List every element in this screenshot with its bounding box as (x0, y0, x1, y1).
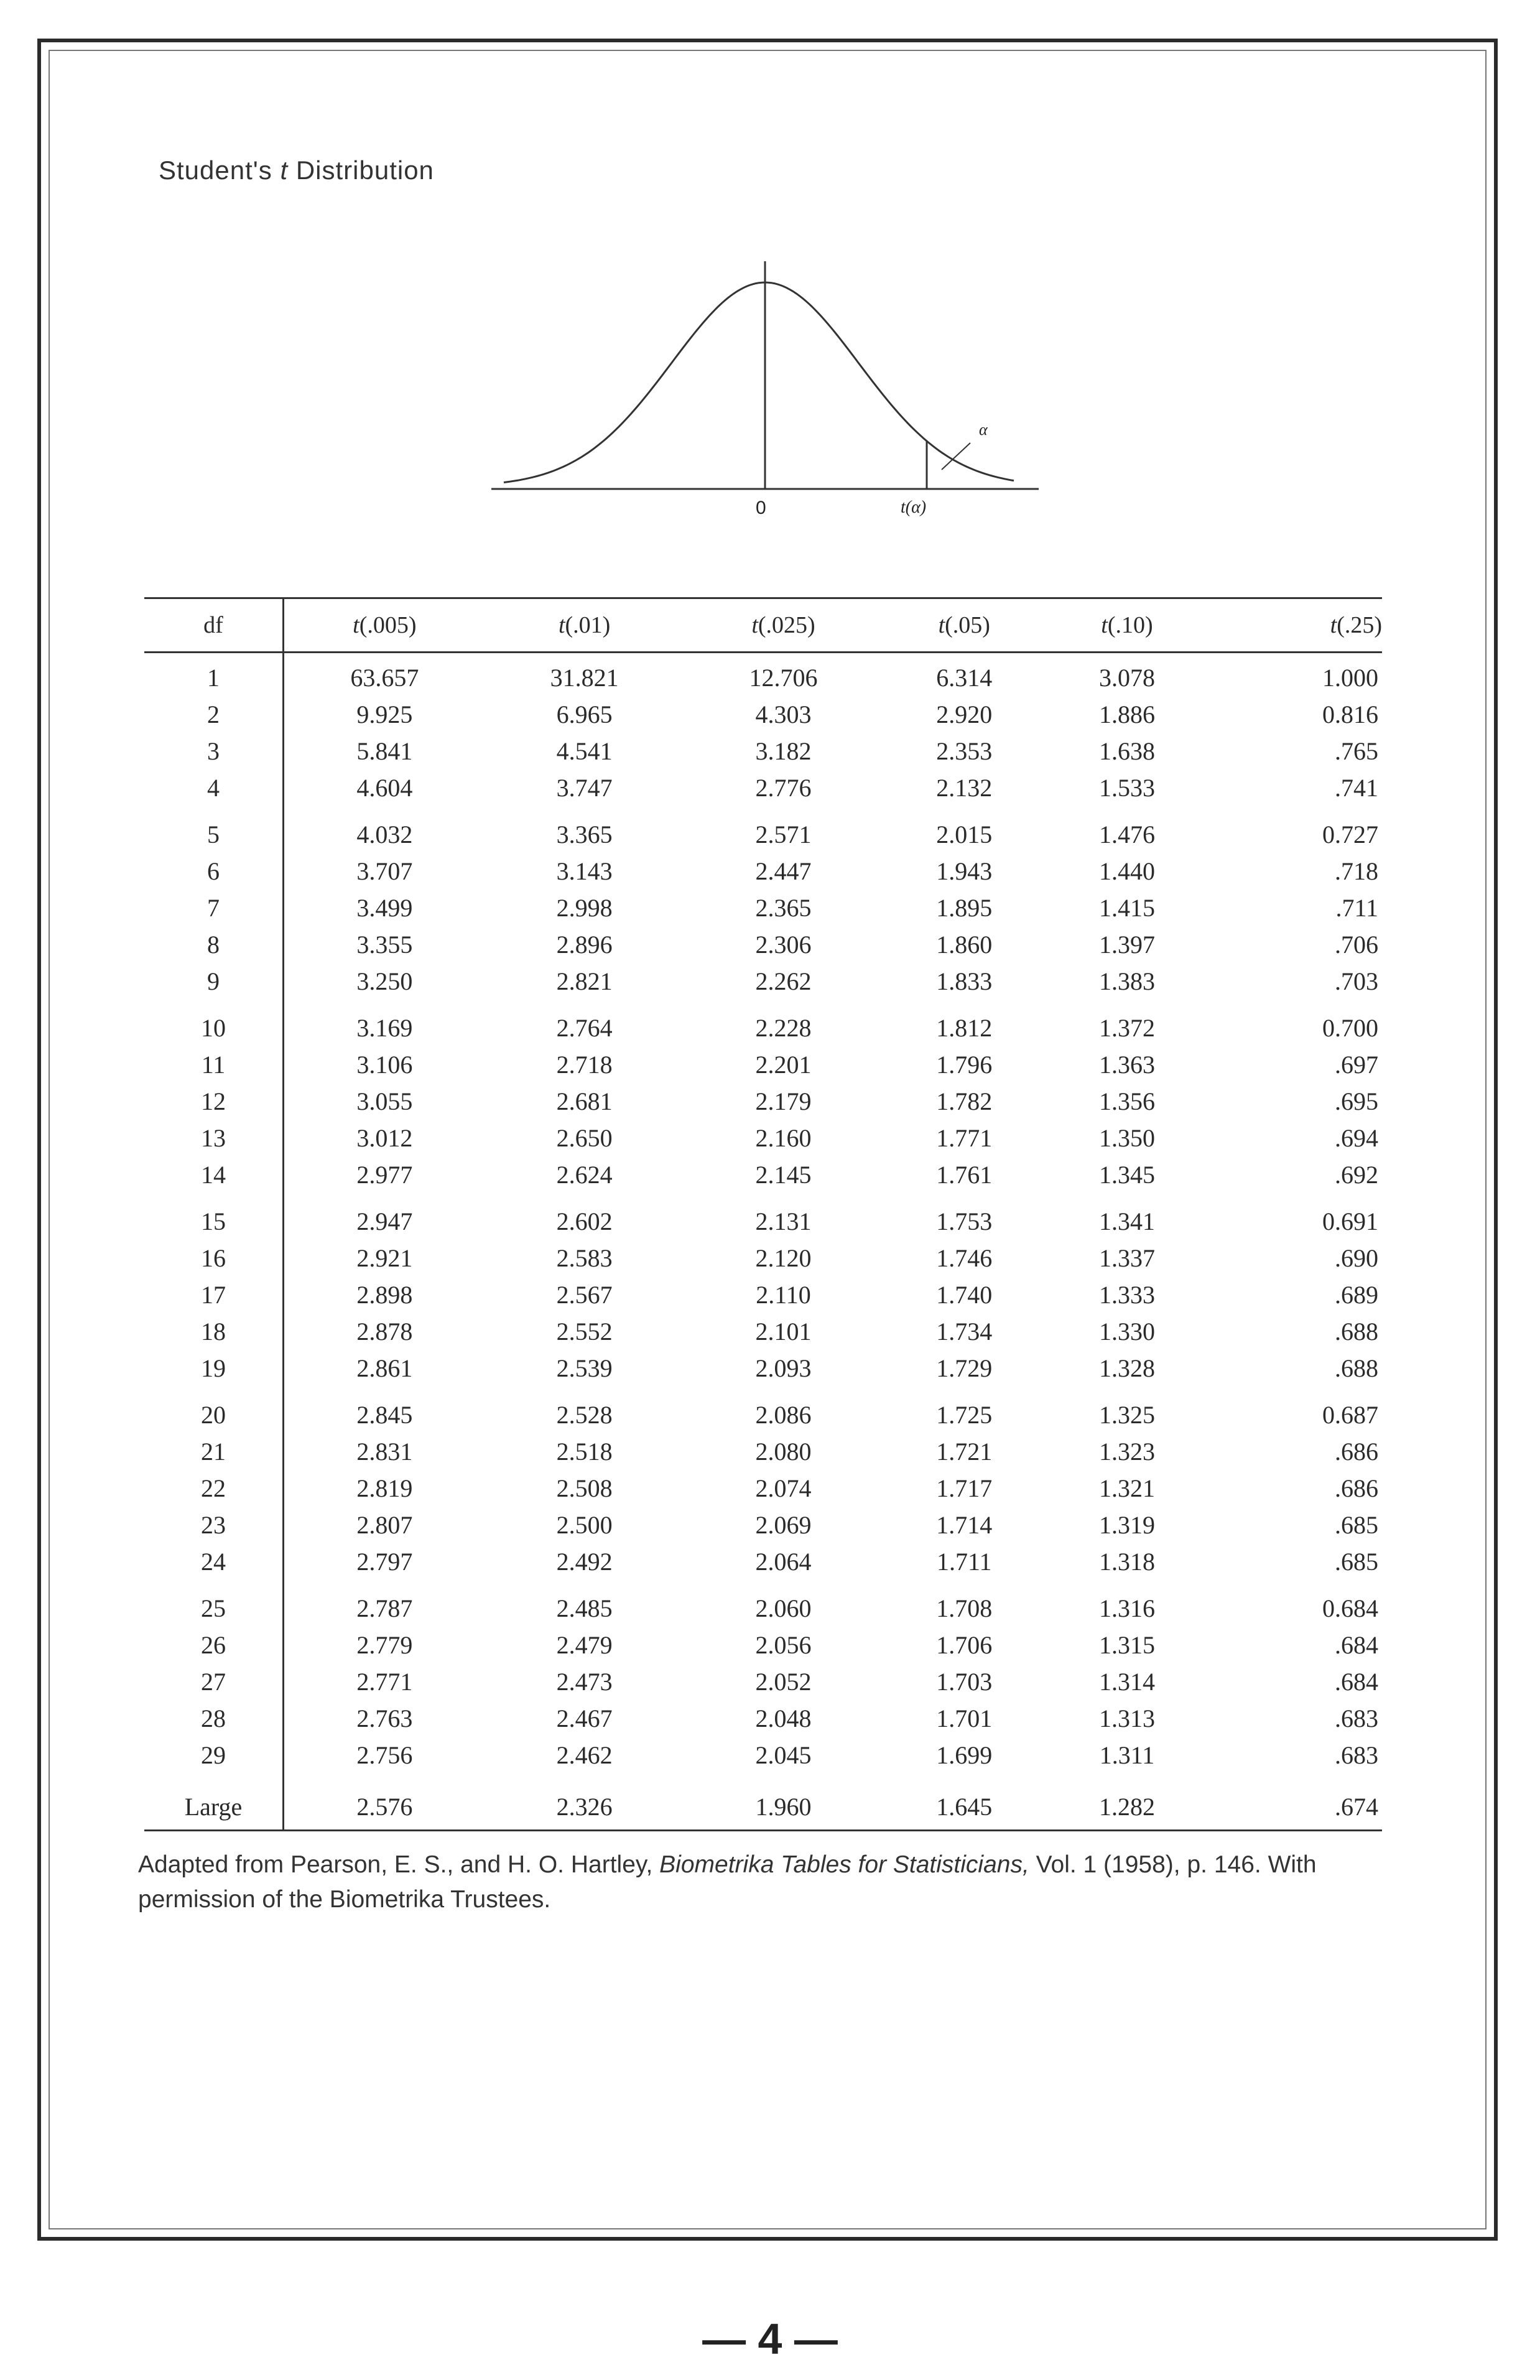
column-header: t(.01) (485, 598, 684, 653)
table-row (144, 1120, 1382, 1156)
value-cell: .688 (1335, 1318, 1378, 1346)
value-cell: 1.711 (937, 1548, 992, 1576)
value-cell: .688 (1335, 1354, 1378, 1382)
value-cell: 2.920 (936, 700, 993, 728)
value-cell: 3.182 (755, 737, 812, 765)
df-cell: 9 (144, 963, 284, 1000)
table-row (144, 769, 1382, 806)
table-row (144, 1507, 1382, 1543)
table-row (144, 890, 1382, 926)
value-cell: 2.132 (936, 774, 993, 802)
df-cell: 19 (144, 1350, 284, 1387)
value-cell: 2.819 (356, 1474, 413, 1502)
value-cell: 0.684 (1322, 1594, 1378, 1622)
table-row (144, 1193, 1382, 1240)
value-cell: 1.350 (1098, 1124, 1155, 1152)
value-cell: 1.812 (936, 1014, 993, 1042)
value-cell: 1.638 (1098, 737, 1155, 765)
value-cell: 0.687 (1322, 1401, 1378, 1429)
value-cell: 2.069 (755, 1511, 812, 1539)
value-cell: .706 (1335, 931, 1378, 959)
value-cell: 1.337 (1098, 1244, 1155, 1272)
value-cell: 1.314 (1098, 1668, 1155, 1696)
value-cell: 2.306 (755, 931, 812, 959)
value-cell: 0.691 (1322, 1207, 1378, 1235)
value-cell: 2.060 (755, 1594, 812, 1622)
value-cell: .765 (1335, 737, 1378, 765)
value-cell: 6.314 (936, 664, 993, 692)
table-row (144, 696, 1382, 733)
value-cell: 2.080 (755, 1438, 812, 1466)
value-cell: 2.201 (755, 1051, 812, 1079)
value-cell: 2.086 (755, 1401, 812, 1429)
zero-label: 0 (756, 498, 766, 518)
value-cell: 2.567 (556, 1281, 613, 1309)
value-cell: 9.925 (356, 700, 413, 728)
value-cell: 2.479 (556, 1631, 613, 1659)
value-cell: 1.330 (1098, 1318, 1155, 1346)
value-cell: 2.110 (756, 1281, 811, 1309)
page-number: — 4 — (702, 2315, 838, 2363)
value-cell: 1.721 (936, 1438, 993, 1466)
value-cell: 1.333 (1098, 1281, 1155, 1309)
df-cell: 7 (144, 890, 284, 926)
value-cell: 2.492 (556, 1548, 613, 1576)
table-row (144, 1773, 1382, 1831)
value-cell: 2.365 (755, 894, 812, 922)
value-cell: 1.717 (936, 1474, 993, 1502)
value-cell: 2.447 (755, 857, 812, 885)
value-cell: 1.476 (1098, 820, 1155, 848)
alpha-label: α (979, 421, 988, 439)
value-cell: 2.821 (556, 967, 613, 995)
value-cell: .686 (1335, 1474, 1378, 1502)
df-cell: 11 (144, 1046, 284, 1083)
df-cell: 25 (144, 1580, 284, 1627)
value-cell: 2.052 (755, 1668, 812, 1696)
table-row (144, 926, 1382, 963)
value-cell: 2.064 (755, 1548, 812, 1576)
df-cell: 12 (144, 1083, 284, 1120)
value-cell: 2.807 (356, 1511, 413, 1539)
value-cell: 2.500 (556, 1511, 613, 1539)
value-cell: 1.282 (1046, 1773, 1208, 1831)
df-cell: 14 (144, 1156, 284, 1193)
df-cell: 20 (144, 1387, 284, 1433)
value-cell: 1.761 (936, 1161, 993, 1189)
value-cell: 2.467 (556, 1704, 613, 1732)
df-cell: 17 (144, 1276, 284, 1313)
value-cell: 2.552 (556, 1318, 613, 1346)
value-cell: 2.977 (356, 1161, 413, 1189)
table-row (144, 1737, 1382, 1773)
table-row (144, 653, 1382, 697)
value-cell: 1.706 (936, 1631, 993, 1659)
value-cell: 2.015 (936, 820, 993, 848)
table-row (144, 1276, 1382, 1313)
value-cell: 2.056 (755, 1631, 812, 1659)
value-cell: 1.782 (936, 1087, 993, 1115)
value-cell: 1.771 (936, 1124, 993, 1152)
column-header: t(.005) (284, 598, 485, 653)
value-cell: .683 (1335, 1704, 1378, 1732)
table-row (144, 1663, 1382, 1700)
df-cell: 24 (144, 1543, 284, 1580)
value-cell: 2.787 (356, 1594, 413, 1622)
value-cell: 2.485 (556, 1594, 613, 1622)
value-cell: 0.816 (1322, 700, 1378, 728)
page-title: Student's t Distribution (159, 156, 434, 185)
value-cell: .718 (1335, 857, 1378, 885)
df-cell: 23 (144, 1507, 284, 1543)
table-row (144, 806, 1382, 853)
value-cell: 2.650 (556, 1124, 613, 1152)
value-cell: 3.143 (556, 857, 613, 885)
column-header: t(.025) (684, 598, 883, 653)
value-cell: 3.106 (356, 1051, 413, 1079)
value-cell: 2.353 (936, 737, 993, 765)
source-citation: Adapted from Pearson, E. S., and H. O. Hartley, Biometrika Tables for Statisticians, Vol. 1 (1958), p. 146. With permission of the Biometrika Trustees. (138, 1851, 1317, 1913)
value-cell: 1.729 (936, 1354, 993, 1382)
value-cell: 2.921 (356, 1244, 413, 1272)
table-row (144, 853, 1382, 890)
value-cell: 2.179 (755, 1087, 812, 1115)
table-row (144, 1580, 1382, 1627)
value-cell: 2.583 (556, 1244, 613, 1272)
value-cell: 1.753 (936, 1207, 993, 1235)
table-row (144, 1470, 1382, 1507)
value-cell: .686 (1335, 1438, 1378, 1466)
value-cell: 2.508 (556, 1474, 613, 1502)
value-cell: 31.821 (550, 664, 619, 692)
value-cell: 2.160 (755, 1124, 812, 1152)
column-header: t(.10) (1046, 598, 1208, 653)
df-cell: 21 (144, 1433, 284, 1470)
df-cell: 10 (144, 1000, 284, 1046)
value-cell: 1.796 (936, 1051, 993, 1079)
df-cell: 3 (144, 733, 284, 769)
value-cell: .692 (1335, 1161, 1378, 1189)
column-header: t(.25) (1208, 598, 1382, 653)
value-cell: 1.319 (1098, 1511, 1155, 1539)
value-cell: 1.341 (1098, 1207, 1155, 1235)
value-cell: 1.383 (1098, 967, 1155, 995)
value-cell: 0.727 (1322, 820, 1378, 848)
t-distribution-table (144, 597, 1382, 1831)
df-cell: 16 (144, 1240, 284, 1276)
value-cell: 1.325 (1098, 1401, 1155, 1429)
df-cell: 22 (144, 1470, 284, 1507)
table-row (144, 1433, 1382, 1470)
value-cell: 1.886 (1098, 700, 1155, 728)
value-cell: 2.861 (356, 1354, 413, 1382)
value-cell: 1.895 (936, 894, 993, 922)
value-cell: 2.528 (556, 1401, 613, 1429)
table-row (144, 963, 1382, 1000)
t-alpha-label: t(α) (901, 498, 927, 517)
value-cell: 1.860 (936, 931, 993, 959)
value-cell: 1.356 (1098, 1087, 1155, 1115)
value-cell: 5.841 (356, 737, 413, 765)
df-cell: 28 (144, 1700, 284, 1737)
df-cell: Large (144, 1773, 284, 1831)
value-cell: 2.624 (556, 1161, 613, 1189)
value-cell: 2.771 (356, 1668, 413, 1696)
value-cell: 1.372 (1098, 1014, 1155, 1042)
value-cell: 1.315 (1098, 1631, 1155, 1659)
value-cell: 12.706 (749, 664, 818, 692)
value-cell: 2.756 (356, 1741, 413, 1769)
value-cell: 1.746 (936, 1244, 993, 1272)
value-cell: .711 (1335, 894, 1378, 922)
bell-curve (504, 282, 1014, 483)
df-cell: 4 (144, 769, 284, 806)
value-cell: 2.896 (556, 931, 613, 959)
value-cell: 1.703 (936, 1668, 993, 1696)
value-cell: 2.681 (556, 1087, 613, 1115)
value-cell: 3.250 (356, 967, 413, 995)
value-cell: 1.415 (1098, 894, 1155, 922)
df-cell: 15 (144, 1193, 284, 1240)
table-row (144, 1700, 1382, 1737)
value-cell: 1.714 (936, 1511, 993, 1539)
value-cell: 2.998 (556, 894, 613, 922)
value-cell: 3.055 (356, 1087, 413, 1115)
value-cell: 1.960 (684, 1773, 883, 1831)
t-distribution-curve (466, 261, 1051, 498)
value-cell: 2.326 (485, 1773, 684, 1831)
value-cell: 1.533 (1098, 774, 1155, 802)
value-cell: 2.101 (755, 1318, 812, 1346)
value-cell: 2.776 (755, 774, 812, 802)
value-cell: 2.473 (556, 1668, 613, 1696)
value-cell: 2.462 (556, 1741, 613, 1769)
value-cell: 1.311 (1099, 1741, 1155, 1769)
df-cell: 5 (144, 806, 284, 853)
table-row (144, 733, 1382, 769)
table-row (144, 1156, 1382, 1193)
value-cell: 2.571 (755, 820, 812, 848)
df-cell: 29 (144, 1737, 284, 1773)
value-cell: 4.541 (556, 737, 613, 765)
value-cell: 1.397 (1098, 931, 1155, 959)
value-cell: 6.965 (556, 700, 613, 728)
value-cell: 4.303 (755, 700, 812, 728)
value-cell: 2.797 (356, 1548, 413, 1576)
value-cell: 1.645 (883, 1773, 1046, 1831)
value-cell: 3.169 (356, 1014, 413, 1042)
value-cell: .685 (1335, 1548, 1378, 1576)
value-cell: 3.707 (356, 857, 413, 885)
value-cell: .684 (1335, 1668, 1378, 1696)
value-cell: 4.604 (356, 774, 413, 802)
value-cell: 2.518 (556, 1438, 613, 1466)
df-header: df (144, 598, 284, 653)
value-cell: 2.074 (755, 1474, 812, 1502)
value-cell: 3.012 (356, 1124, 413, 1152)
value-cell: 2.228 (755, 1014, 812, 1042)
df-cell: 26 (144, 1627, 284, 1663)
value-cell: 1.725 (936, 1401, 993, 1429)
value-cell: 1.318 (1098, 1548, 1155, 1576)
value-cell: 1.943 (936, 857, 993, 885)
value-cell: 2.763 (356, 1704, 413, 1732)
value-cell: 2.779 (356, 1631, 413, 1659)
table-row (144, 1240, 1382, 1276)
value-cell: .694 (1335, 1124, 1378, 1152)
table-header-row (144, 598, 1382, 653)
value-cell: 1.440 (1098, 857, 1155, 885)
value-cell: 2.539 (556, 1354, 613, 1382)
value-cell: 1.363 (1098, 1051, 1155, 1079)
value-cell: 2.145 (755, 1161, 812, 1189)
value-cell: 1.345 (1098, 1161, 1155, 1189)
table-row (144, 1313, 1382, 1350)
value-cell: 1.699 (936, 1741, 993, 1769)
value-cell: 2.947 (356, 1207, 413, 1235)
value-cell: 1.740 (936, 1281, 993, 1309)
value-cell: 3.355 (356, 931, 413, 959)
value-cell: 0.700 (1322, 1014, 1378, 1042)
value-cell: 1.313 (1098, 1704, 1155, 1732)
value-cell: 2.602 (556, 1207, 613, 1235)
value-cell: 63.657 (350, 664, 419, 692)
value-cell: .695 (1335, 1087, 1378, 1115)
df-cell: 27 (144, 1663, 284, 1700)
value-cell: 3.499 (356, 894, 413, 922)
value-cell: 1.323 (1098, 1438, 1155, 1466)
value-cell: .703 (1335, 967, 1378, 995)
value-cell: 1.000 (1322, 664, 1378, 692)
value-cell: .683 (1335, 1741, 1378, 1769)
df-cell: 1 (144, 653, 284, 697)
table-row (144, 1046, 1382, 1083)
table-row (144, 1000, 1382, 1046)
value-cell: 2.845 (356, 1401, 413, 1429)
value-cell: .685 (1335, 1511, 1378, 1539)
table-row (144, 1350, 1382, 1387)
df-cell: 6 (144, 853, 284, 890)
value-cell: 3.078 (1098, 664, 1155, 692)
value-cell: 2.120 (755, 1244, 812, 1272)
value-cell: 1.316 (1098, 1594, 1155, 1622)
value-cell: 2.764 (556, 1014, 613, 1042)
value-cell: 2.093 (755, 1354, 812, 1382)
df-cell: 13 (144, 1120, 284, 1156)
value-cell: .689 (1335, 1281, 1378, 1309)
value-cell: .697 (1335, 1051, 1378, 1079)
value-cell: 1.701 (936, 1704, 993, 1732)
value-cell: 1.321 (1098, 1474, 1155, 1502)
df-cell: 2 (144, 696, 284, 733)
value-cell: .674 (1208, 1773, 1382, 1831)
column-header: t(.05) (883, 598, 1046, 653)
value-cell: 3.747 (556, 774, 613, 802)
value-cell: 1.734 (936, 1318, 993, 1346)
table-row (144, 1083, 1382, 1120)
value-cell: 2.048 (755, 1704, 812, 1732)
value-cell: 3.365 (556, 820, 613, 848)
table-row (144, 1543, 1382, 1580)
value-cell: 2.718 (556, 1051, 613, 1079)
df-cell: 8 (144, 926, 284, 963)
table-row (144, 1627, 1382, 1663)
value-cell: 1.833 (936, 967, 993, 995)
value-cell: 2.898 (356, 1281, 413, 1309)
value-cell: .684 (1335, 1631, 1378, 1659)
value-cell: 4.032 (356, 820, 413, 848)
value-cell: 2.576 (284, 1773, 485, 1831)
df-cell: 18 (144, 1313, 284, 1350)
value-cell: 1.708 (936, 1594, 993, 1622)
value-cell: 1.328 (1098, 1354, 1155, 1382)
table-row (144, 1387, 1382, 1433)
value-cell: 2.878 (356, 1318, 413, 1346)
value-cell: 2.831 (356, 1438, 413, 1466)
value-cell: .690 (1335, 1244, 1378, 1272)
value-cell: 2.045 (755, 1741, 812, 1769)
value-cell: 2.262 (755, 967, 812, 995)
value-cell: .741 (1335, 774, 1378, 802)
value-cell: 2.131 (755, 1207, 812, 1235)
